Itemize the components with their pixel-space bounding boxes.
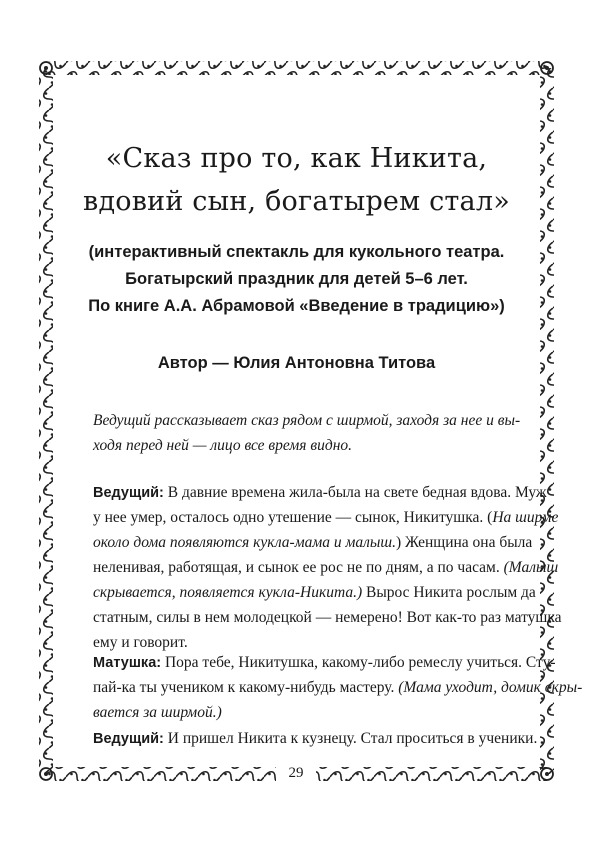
para1-line-2: у нее умер, осталось одно утешение — сынок, Никитушка. ( bbox=[93, 509, 493, 526]
stage-direction: около дома появляются кукла-мама и малыш. bbox=[93, 534, 396, 551]
para1-line-1: В давние времена жила-была на свете бедная вдова. Муж bbox=[163, 484, 547, 501]
stage-direction: скрывается, появляется кукла-Никита.) bbox=[93, 584, 363, 601]
para1-line-6: статным, силы в нем молодецкой — немерено! Вот как-то раз матушка bbox=[93, 609, 562, 626]
para1-line-7: ему и говорит. bbox=[93, 634, 188, 651]
author-line: Автор — Юлия Антоновна Титова bbox=[157, 354, 436, 372]
stage-direction: (Малыш bbox=[503, 559, 559, 576]
stage-direction: вается за ширмой.) bbox=[93, 704, 222, 721]
para2-line-1: Пора тебе, Никитушка, какому-либо ремеслу учиться. Сту- bbox=[161, 654, 556, 671]
subtitle-line-1: (интерактивный спектакль для кукольного театра. bbox=[88, 243, 505, 261]
para1-line-3: ) Женщина она была bbox=[395, 534, 533, 551]
intro-paragraph bbox=[93, 408, 521, 458]
speaker-label: Матушка: bbox=[93, 655, 162, 671]
title-line-2: вдовий сын, богатырем стал» bbox=[83, 186, 510, 217]
title-line-1: «Сказ про то, как Никита, bbox=[105, 143, 488, 174]
stage-direction: (Мама уходит, домик скры- bbox=[398, 679, 583, 696]
speaker-label: Ведущий: bbox=[93, 731, 164, 747]
subtitle-line-2: Богатырский праздник для детей 5–6 лет. bbox=[125, 270, 468, 288]
para2-line-2: пай-ка ты учеником к какому-нибудь мастеру. bbox=[93, 679, 399, 696]
speaker-label: Ведущий: bbox=[93, 485, 164, 501]
paragraph-host-2 bbox=[93, 726, 538, 751]
para3-line-1: И пришел Никита к кузнецу. Стал проситься в ученики. bbox=[163, 730, 538, 747]
paragraph-mother bbox=[93, 650, 583, 725]
stage-direction: На ширме bbox=[492, 509, 559, 526]
para1-line-5: Вырос Никита рослым да bbox=[362, 584, 536, 601]
intro-line-2: ходя перед ней — лицо все время видно. bbox=[93, 437, 353, 454]
intro-line-1: Ведущий рассказывает сказ рядом с ширмой, заходя за нее и вы- bbox=[93, 412, 521, 429]
paragraph-host-1 bbox=[93, 480, 562, 655]
page-number: 29 bbox=[276, 764, 316, 782]
subtitle-line-3: По книге А.А. Абрамовой «Введение в традицию») bbox=[88, 297, 505, 315]
para1-line-4: неленивая, работящая, и сынок ее рос не по дням, а по часам. bbox=[93, 559, 504, 576]
